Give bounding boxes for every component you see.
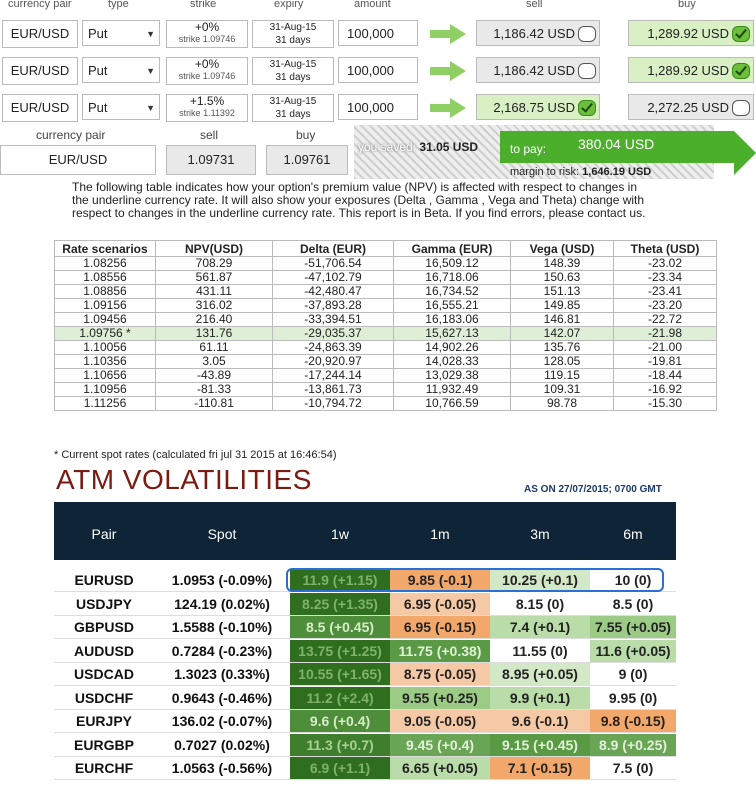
expiry-date: 31-Aug-15 [269, 96, 317, 107]
margin-to-risk [510, 166, 651, 178]
sell-price: 1,186.42 USD [493, 26, 575, 41]
header-type: type [108, 0, 129, 10]
vol-pair: USDCHF [74, 689, 134, 706]
expiry-field[interactable] [252, 94, 334, 122]
vol-cell: 6.9 (+1.1) [290, 757, 390, 779]
vol-spot: 136.02 (-0.07%) [171, 713, 273, 729]
amount-input[interactable]: 100,000 [338, 57, 418, 83]
strike-value: strike 1.09746 [178, 71, 236, 81]
vol-cell: 9.8 (-0.15) [590, 710, 676, 732]
expiry-days: 31 days [275, 72, 311, 83]
vol-row [54, 640, 676, 663]
npv-cell: -23.34 [614, 271, 717, 285]
strike-field[interactable] [166, 94, 248, 122]
sell-checkbox[interactable] [578, 26, 596, 42]
npv-cell: -15.30 [614, 397, 717, 411]
option-type-select[interactable] [82, 57, 160, 83]
npv-cell: 14,028.33 [394, 355, 511, 369]
buy-checkbox[interactable] [732, 100, 750, 116]
expiry-field[interactable] [252, 20, 334, 48]
strike-value: strike 1.11392 [179, 108, 235, 118]
npv-cell: 142.07 [511, 327, 614, 341]
header-buy: buy [678, 0, 696, 10]
margin-value: 1,646.19 USD [582, 166, 652, 178]
header-expiry: expiry [274, 0, 304, 10]
vol-header-1m: 1m [430, 526, 450, 542]
npv-header-cell: NPV(USD) [156, 241, 273, 257]
sell-checkbox[interactable] [578, 100, 596, 116]
npv-row [55, 341, 717, 355]
atm-as-on-date: AS ON 27/07/2015; 0700 GMT [524, 484, 662, 495]
summary-pair: EUR/USD [0, 145, 156, 175]
vol-cell: 9.05 (-0.05) [390, 710, 490, 732]
expiry-date: 31-Aug-15 [269, 22, 317, 33]
npv-cell: 146.81 [511, 313, 614, 327]
npv-cell: -23.02 [614, 257, 717, 271]
vol-cell: 13.75 (+1.25) [290, 640, 390, 662]
npv-cell: 16,183.06 [394, 313, 511, 327]
npv-cell: 16,555.21 [394, 299, 511, 313]
npv-cell: -47,102.79 [273, 271, 394, 285]
vol-row [54, 663, 676, 686]
vol-spot: 0.7284 (-0.23%) [171, 642, 273, 659]
npv-cell: 216.40 [156, 313, 273, 327]
npv-cell: 10,766.59 [394, 397, 511, 411]
order-row [0, 55, 756, 85]
vol-cell: 11.9 (+1.15) [290, 569, 390, 591]
npv-table [54, 240, 717, 411]
vol-cell: 8.95 (+0.05) [490, 663, 590, 685]
currency-pair-field[interactable]: EUR/USD [2, 57, 78, 85]
currency-pair-field[interactable]: EUR/USD [2, 20, 78, 48]
order-table-header [0, 0, 756, 14]
vol-spot: 1.5588 (-0.10%) [171, 619, 273, 635]
vol-pair: USDCAD [74, 666, 134, 682]
option-type-value: Put [88, 63, 108, 78]
npv-cell: 1.08556 [55, 271, 156, 285]
npv-cell: 1.10056 [55, 341, 156, 355]
option-type-select[interactable] [82, 20, 160, 46]
vol-header-1w: 1w [331, 526, 349, 542]
npv-cell: 1.09756 * [55, 327, 156, 341]
npv-cell: -18.44 [614, 369, 717, 383]
npv-cell: -37,893.28 [273, 299, 394, 313]
vol-pair: EURGBP [74, 736, 134, 753]
npv-cell: 15,627.13 [394, 327, 511, 341]
expiry-days: 31 days [275, 109, 311, 120]
npv-description: The following table indicates how your option's premium value (NPV) is affected with respect to changes in the underline currency rate. It will also show your exposures (Delta , Gamma , Vega and Theta) change with respect to changes in the underline currency rate. This report is in Beta. If you find errors, please contact us. [72, 180, 646, 220]
vol-spot: 1.3023 (0.33%) [174, 666, 270, 682]
vol-cell: 9 (0) [590, 663, 676, 685]
sell-price-option[interactable] [476, 94, 600, 120]
npv-cell: -110.81 [156, 397, 273, 411]
npv-header-cell: Delta (EUR) [273, 241, 394, 257]
summary-sell-rate: 1.09731 [166, 145, 256, 175]
vol-row [54, 687, 676, 710]
vol-header-3m: 3m [530, 526, 550, 542]
npv-cell: -17,244.14 [273, 369, 394, 383]
npv-cell: 13,029.38 [394, 369, 511, 383]
npv-header-cell: Rate scenarios [55, 241, 156, 257]
npv-cell: 148.39 [511, 257, 614, 271]
npv-cell: -22.72 [614, 313, 717, 327]
sell-price-option[interactable] [476, 57, 600, 83]
order-row [0, 92, 756, 122]
vol-pair: USDJPY [75, 595, 133, 612]
vol-cell: 7.1 (-0.15) [490, 757, 590, 779]
vol-spot: 0.9643 (-0.46%) [171, 689, 273, 706]
vol-pair: EURJPY [75, 713, 133, 729]
order-row [0, 18, 756, 48]
npv-cell: -23.41 [614, 285, 717, 299]
vol-cell: 8.5 (0) [590, 593, 676, 615]
npv-cell: -24,863.39 [273, 341, 394, 355]
header-amount: amount [354, 0, 391, 10]
npv-cell: 1.09156 [55, 299, 156, 313]
summary-sell-label: sell [200, 128, 219, 142]
summary-pair-label: currency pair [36, 128, 106, 142]
vol-row [54, 593, 676, 616]
npv-row [55, 313, 717, 327]
saved-label: you saved: [358, 140, 417, 154]
npv-row [55, 285, 717, 299]
buy-price: 1,289.92 USD [647, 26, 729, 41]
npv-cell: 16,509.12 [394, 257, 511, 271]
expiry-field[interactable] [252, 57, 334, 85]
npv-cell: 16,718.06 [394, 271, 511, 285]
buy-price-option[interactable] [628, 94, 754, 120]
npv-header-cell: Vega (USD) [511, 241, 614, 257]
vol-cell: 10.25 (+0.1) [490, 569, 590, 591]
npv-cell: 151.13 [511, 285, 614, 299]
strike-percent: +0% [194, 20, 220, 34]
npv-row [55, 369, 717, 383]
strike-field[interactable] [166, 57, 248, 85]
strike-percent: +1.5% [189, 94, 225, 108]
header-currency-pair: currency pair [8, 0, 72, 10]
vol-cell: 9.55 (+0.25) [390, 687, 490, 709]
vol-cell: 6.95 (-0.15) [390, 616, 490, 638]
sell-checkbox[interactable] [578, 63, 596, 79]
buy-checkbox[interactable] [732, 26, 750, 42]
vol-cell: 7.55 (+0.05) [590, 616, 676, 638]
sell-price: 2,168.75 USD [493, 100, 575, 115]
npv-cell: 561.87 [156, 271, 273, 285]
vol-cell: 11.2 (+2.4) [290, 687, 390, 709]
vol-pair: AUDUSD [74, 642, 134, 659]
vol-table-header [54, 502, 676, 560]
summary-buy-label: buy [296, 128, 316, 142]
vol-spot: 1.0953 (-0.09%) [171, 572, 273, 588]
vol-cell: 9.15 (+0.45) [490, 734, 590, 756]
vol-pair: GBPUSD [74, 619, 134, 635]
npv-footnote: * Current spot rates (calculated fri jul 31 2015 at 16:46:54) [54, 449, 337, 461]
vol-cell: 8.25 (+1.35) [290, 593, 390, 615]
vol-cell: 8.5 (+0.45) [290, 616, 390, 638]
npv-cell: 431.11 [156, 285, 273, 299]
pay-label: to pay: [510, 142, 547, 156]
vol-cell: 11.55 (0) [490, 640, 590, 662]
chevron-down-icon: ▼ [146, 66, 155, 76]
chevron-down-icon: ▼ [146, 29, 155, 39]
option-type-select[interactable] [82, 94, 160, 120]
pay-arrow-icon[interactable] [734, 131, 756, 175]
npv-cell: 1.11256 [55, 397, 156, 411]
npv-row [55, 355, 717, 369]
npv-row [55, 299, 717, 313]
npv-cell: 119.15 [511, 369, 614, 383]
npv-cell: 1.08856 [55, 285, 156, 299]
vol-spot: 1.0563 (-0.56%) [171, 760, 273, 776]
option-type-value: Put [88, 100, 108, 115]
npv-header-cell: Gamma (EUR) [394, 241, 511, 257]
vol-cell: 9.9 (+0.1) [490, 687, 590, 709]
buy-price: 2,272.25 USD [647, 100, 729, 115]
npv-cell: -10,794.72 [273, 397, 394, 411]
vol-cell: 8.75 (-0.05) [390, 663, 490, 685]
npv-cell: 1.10356 [55, 355, 156, 369]
buy-price-option[interactable] [628, 20, 754, 46]
npv-cell: -21.98 [614, 327, 717, 341]
npv-header-row [55, 241, 717, 257]
vol-cell: 9.6 (-0.1) [490, 710, 590, 732]
vol-cell: 11.6 (+0.05) [590, 640, 676, 662]
buy-price-option[interactable] [628, 57, 754, 83]
npv-cell: -81.33 [156, 383, 273, 397]
vol-cell: 9.6 (+0.4) [290, 710, 390, 732]
amount-input[interactable]: 100,000 [338, 94, 418, 120]
vol-cell: 8.15 (0) [490, 593, 590, 615]
amount-input[interactable]: 100,000 [338, 20, 418, 46]
npv-cell: -29,035.37 [273, 327, 394, 341]
option-type-value: Put [88, 26, 108, 41]
npv-cell: -23.20 [614, 299, 717, 313]
npv-cell: 3.05 [156, 355, 273, 369]
vol-cell: 6.65 (+0.05) [390, 757, 490, 779]
vol-row [54, 734, 676, 757]
vol-header-spot: Spot [207, 526, 237, 542]
npv-cell: -42,480.47 [273, 285, 394, 299]
header-strike: strike [190, 0, 217, 10]
buy-price: 1,289.92 USD [647, 63, 729, 78]
expiry-days: 31 days [275, 35, 311, 46]
summary-buy-rate: 1.09761 [266, 145, 348, 175]
vol-spot: 0.7027 (0.02%) [174, 736, 270, 753]
npv-cell: -20,920.97 [273, 355, 394, 369]
vol-spot: 124.19 (0.02%) [174, 595, 270, 612]
npv-cell: 135.76 [511, 341, 614, 355]
npv-row [55, 257, 717, 271]
vol-cell: 9.45 (+0.4) [390, 734, 490, 756]
npv-body [55, 257, 717, 411]
chevron-down-icon: ▼ [146, 103, 155, 113]
vol-cell: 8.9 (+0.25) [590, 734, 676, 756]
vol-cell: 7.5 (0) [590, 757, 676, 779]
margin-label: margin to risk: [510, 166, 580, 178]
npv-cell: 61.11 [156, 341, 273, 355]
vol-pair: EURCHF [74, 760, 134, 776]
npv-header-cell: Theta (USD) [614, 241, 717, 257]
vol-cell: 6.95 (-0.05) [390, 593, 490, 615]
strike-percent: +0% [194, 57, 220, 71]
npv-cell: 1.10656 [55, 369, 156, 383]
right-arrow-icon [430, 98, 466, 118]
vol-header-6m: 6m [623, 526, 643, 542]
npv-cell: -51,706.54 [273, 257, 394, 271]
npv-cell: -16.92 [614, 383, 717, 397]
right-arrow-icon [430, 61, 466, 81]
summary-labels [0, 128, 350, 142]
strike-value: strike 1.09746 [178, 34, 236, 44]
npv-cell: 1.08256 [55, 257, 156, 271]
sell-price-option[interactable] [476, 20, 600, 46]
npv-cell: 708.29 [156, 257, 273, 271]
npv-cell: 14,902.26 [394, 341, 511, 355]
vol-pair: EURUSD [74, 572, 134, 588]
eurusd-highlight-outline [286, 568, 664, 592]
vol-cell: 10 (0) [590, 569, 676, 591]
pay-value: 380.04 USD [578, 136, 655, 152]
vol-row [54, 616, 676, 639]
npv-row [55, 327, 717, 341]
right-arrow-icon [430, 24, 466, 44]
npv-cell: -13,861.73 [273, 383, 394, 397]
saved-value: 31.05 USD [419, 140, 479, 154]
npv-cell: -43.89 [156, 369, 273, 383]
npv-cell: 16,734.52 [394, 285, 511, 299]
npv-cell: 316.02 [156, 299, 273, 313]
npv-row [55, 271, 717, 285]
npv-cell: 11,932.49 [394, 383, 511, 397]
buy-checkbox[interactable] [732, 63, 750, 79]
npv-cell: 109.31 [511, 383, 614, 397]
npv-cell: 131.76 [156, 327, 273, 341]
sell-price: 1,186.42 USD [493, 63, 575, 78]
atm-title: ATM VOLATILITIES [56, 464, 312, 495]
header-sell: sell [526, 0, 543, 10]
npv-cell: 150.63 [511, 271, 614, 285]
vol-row [54, 710, 676, 733]
saved-amount [358, 140, 478, 154]
expiry-date: 31-Aug-15 [269, 59, 317, 70]
vol-cell: 11.75 (+0.38) [390, 640, 490, 662]
npv-cell: 1.09456 [55, 313, 156, 327]
vol-cell: 10.55 (+1.65) [290, 663, 390, 685]
vol-cell: 7.4 (+0.1) [490, 616, 590, 638]
vol-cell: 11.3 (+0.7) [290, 734, 390, 756]
npv-cell: 149.85 [511, 299, 614, 313]
npv-row [55, 383, 717, 397]
npv-cell: 98.78 [511, 397, 614, 411]
npv-cell: 128.05 [511, 355, 614, 369]
currency-pair-field[interactable]: EUR/USD [2, 94, 78, 122]
vol-cell: 9.85 (-0.1) [390, 569, 490, 591]
npv-cell: -19.81 [614, 355, 717, 369]
npv-cell: 1.10956 [55, 383, 156, 397]
npv-cell: -33,394.51 [273, 313, 394, 327]
strike-field[interactable] [166, 20, 248, 48]
npv-cell: -21.00 [614, 341, 717, 355]
vol-cell: 9.95 (0) [590, 687, 676, 709]
vol-row [54, 757, 676, 780]
npv-row [55, 397, 717, 411]
vol-header-pair: Pair [91, 526, 117, 542]
